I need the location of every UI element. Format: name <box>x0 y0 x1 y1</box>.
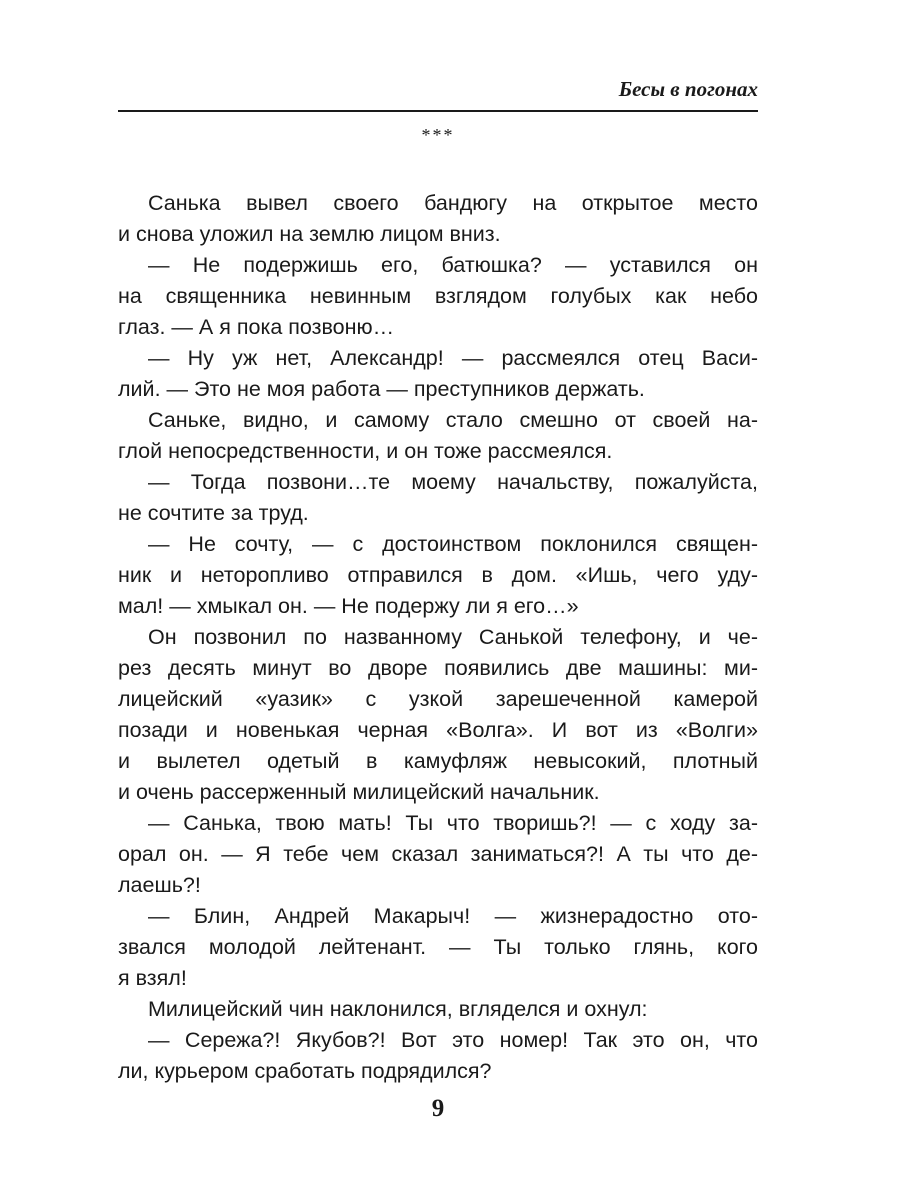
text-line: на священника невинным взглядом голубых как небо <box>118 284 758 308</box>
text-line: мал! — хмыкал он. — Не подержу ли я его…» <box>118 594 579 618</box>
body-text <box>118 188 758 1087</box>
page-number: 9 <box>431 1095 445 1122</box>
text-line: — Тогда позвони…те моему начальству, пожалуйста, <box>148 470 758 494</box>
text-line: орал он. — Я тебе чем сказал заниматься?! А ты что де- <box>118 842 758 866</box>
text-line: — Сережа?! Якубов?! Вот это номер! Так это он, что <box>148 1028 758 1052</box>
section-separator: *** <box>421 125 455 145</box>
text-line: — Ну уж нет, Александр! — рассмеялся отец Васи- <box>148 346 758 370</box>
text-line: позади и новенькая черная «Волга». И вот из «Волги» <box>118 718 758 742</box>
text-line: глой непосредственности, и он тоже рассмеялся. <box>118 439 613 463</box>
text-line: Саньке, видно, и самому стало смешно от своей на- <box>148 408 758 432</box>
header-rule <box>118 110 758 112</box>
text-line: — Не подержишь его, батюшка? — уставился он <box>148 253 758 277</box>
text-line: — Блин, Андрей Макарыч! — жизнерадостно ото- <box>148 904 758 928</box>
text-line: лий. — Это не моя работа — преступников держать. <box>118 377 645 401</box>
text-line: глаз. — А я пока позвоню… <box>118 315 395 339</box>
text-line: Милицейский чин наклонился, вгляделся и охнул: <box>148 997 648 1021</box>
text-line: и снова уложил на землю лицом вниз. <box>118 222 501 246</box>
text-line: лаешь?! <box>118 873 201 897</box>
text-line: не сочтите за труд. <box>118 501 309 525</box>
text-line: и вылетел одетый в камуфляж невысокий, плотный <box>118 749 758 773</box>
text-line: рез десять минут во дворе появились две машины: ми- <box>118 656 758 680</box>
text-line: и очень рассерженный милицейский начальник. <box>118 780 600 804</box>
text-line: звался молодой лейтенант. — Ты только глянь, кого <box>118 935 758 959</box>
text-line: ли, курьером сработать подрядился? <box>118 1059 492 1083</box>
text-line: Санька вывел своего бандюгу на открытое место <box>148 191 758 215</box>
text-line: лицейский «уазик» с узкой зарешеченной камерой <box>118 687 758 711</box>
text-line: — Санька, твою мать! Ты что творишь?! — с ходу за- <box>148 811 758 835</box>
text-line: — Не сочту, — с достоинством поклонился священ- <box>148 532 758 556</box>
text-line: Он позвонил по названному Санькой телефону, и че- <box>148 625 758 649</box>
running-head-title: Бесы в погонах <box>618 77 758 101</box>
text-line: ник и неторопливо отправился в дом. «Ишь, чего уду- <box>118 563 758 587</box>
text-line: я взял! <box>118 966 187 990</box>
